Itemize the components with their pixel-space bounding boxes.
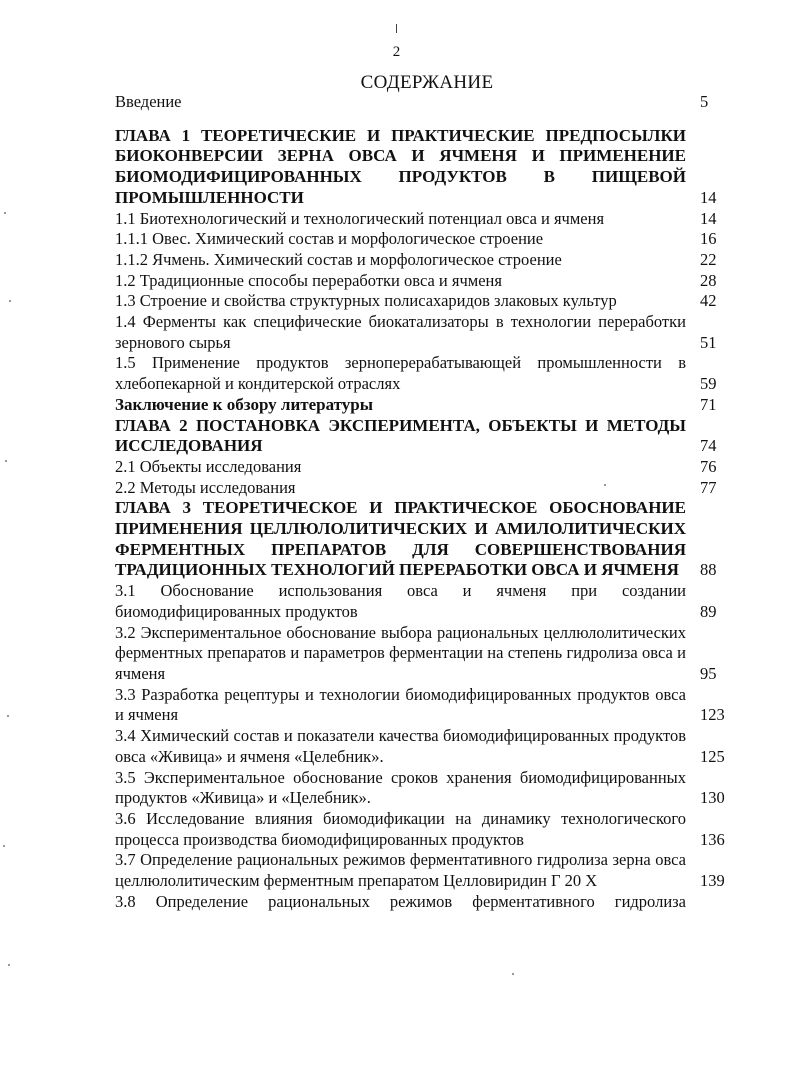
toc-entry-text: 3.4 Химический состав и показатели качества биомодифицированных продуктов овса «Живица» и ячменя «Целебник». [115, 726, 686, 766]
toc-entry-page: 14 [700, 187, 717, 207]
toc-entry-chapter-2[interactable] [115, 416, 733, 457]
scan-mark [396, 24, 397, 33]
toc-entry-text: ГЛАВА 3 ТЕОРЕТИЧЕСКОЕ И ПРАКТИЧЕСКОЕ ОБОСНОВАНИЕ ПРИМЕНЕНИЯ ЦЕЛЛЮЛОЛИТИЧЕСКИХ И АМИЛОЛИТИЧЕСКИХ ФЕРМЕНТНЫХ ПРЕПАРАТОВ ДЛЯ СОВЕРШЕНСТВОВАНИЯ ТРАДИЦИОННЫХ ТЕХНОЛОГИЙ ПЕРЕРАБОТКИ ОВСА И ЯЧМЕНЯ [115, 498, 686, 580]
toc-entry-page: 76 [700, 456, 717, 476]
toc-entry-text: 3.3 Разработка рецептуры и технологии биомодифицированных продуктов овса и ячменя [115, 684, 686, 725]
toc-entry-page: 5 [700, 92, 709, 111]
toc-entry-chapter-1[interactable] [115, 126, 733, 209]
toc-entry-text: 1.3 Строение и свойства структурных полисахаридов злаковых культур [115, 291, 617, 311]
toc-entry-3-3[interactable] [115, 685, 733, 726]
toc-entry-text: 3.6 Исследование влияния биомодификации на динамику технологического процесса производства биомодифицированных продуктов [115, 808, 686, 849]
toc-entry-2-2[interactable] [115, 478, 733, 499]
toc-entry-page: 22 [700, 249, 717, 269]
scan-speck [3, 845, 5, 847]
scan-speck [7, 715, 9, 717]
toc-entry-chapter-3[interactable] [115, 498, 733, 581]
toc-entry-page: 42 [700, 291, 717, 311]
toc-entry-page: 88 [700, 560, 717, 580]
toc-entry-text: 1.5 Применение продуктов зерноперерабатывающей промышленности в хлебопекарной и кондитерской отраслях [115, 353, 686, 394]
toc-entry-page: 130 [700, 788, 725, 808]
toc-entry-literature-conclusion[interactable] [115, 395, 733, 416]
toc-entry-text: Заключение к обзору литературы [115, 394, 374, 414]
toc-entry-text: 2.1 Объекты исследования [115, 456, 302, 476]
toc-entry-page: 59 [700, 374, 717, 394]
toc-entry-page: 71 [700, 394, 717, 414]
toc-entry-page: 16 [700, 229, 717, 249]
scan-speck [9, 300, 11, 302]
toc-entry-text: 1.1.2 Ячмень. Химический состав и морфологическое строение [115, 249, 562, 269]
toc-entry-page: 89 [700, 601, 717, 621]
toc-entry-page: 14 [700, 208, 717, 228]
toc-entry-text: 2.2 Методы исследования [115, 477, 296, 497]
toc-entry-page: 123 [700, 705, 725, 725]
toc-entry-2-1[interactable] [115, 457, 733, 478]
toc-entry-page: 77 [700, 477, 717, 497]
toc-entry-3-4[interactable] [115, 726, 733, 767]
scan-speck [5, 460, 7, 462]
page-title: СОДЕРЖАНИЕ [360, 72, 494, 93]
toc-entry-text: 3.7 Определение рациональных режимов ферментативного гидролиза зерна овса целлюлолитическим ферментным препаратом Целловиридин Г 20 Х [115, 850, 686, 891]
toc-entry-3-7[interactable] [115, 850, 733, 891]
toc-entry-page: 28 [700, 270, 717, 290]
toc-entry-page: 74 [700, 436, 717, 456]
toc-entry-text: 1.1.1 Овес. Химический состав и морфологическое строение [115, 229, 544, 249]
toc-entry-3-8[interactable] [115, 892, 733, 913]
scan-speck [4, 212, 6, 214]
toc-entry-3-6[interactable] [115, 809, 733, 850]
toc-entry-text: 1.4 Ферменты как специфические биокатализаторы в технологии переработки зернового сырья [115, 312, 686, 352]
toc-entry-3-5[interactable] [115, 768, 733, 809]
toc-entry-1-4[interactable] [115, 312, 733, 353]
toc-entry-page: 139 [700, 871, 725, 891]
toc-entry-page: 125 [700, 746, 725, 766]
toc-entry-1-1[interactable] [115, 209, 733, 230]
toc-entry-text: ГЛАВА 1 ТЕОРЕТИЧЕСКИЕ И ПРАКТИЧЕСКИЕ ПРЕДПОСЫЛКИ БИОКОНВЕРСИИ ЗЕРНА ОВСА И ЯЧМЕНЯ И ПРИМЕНЕНИЕ БИОМОДИФИЦИРОВАННЫХ ПРОДУКТОВ В ПИЩЕВОЙ ПРОМЫШЛЕННОСТИ [115, 125, 686, 207]
toc-entry-page: 51 [700, 332, 717, 352]
toc-entry-text: 3.2 Экспериментальное обоснование выбора рациональных целлюлолитических ферментных препаратов и параметров ферментации на степень гидролиза овса и ячменя [115, 622, 686, 683]
toc-entry-text: ГЛАВА 2 ПОСТАНОВКА ЭКСПЕРИМЕНТА, ОБЪЕКТЫ И МЕТОДЫ ИССЛЕДОВАНИЯ [115, 415, 686, 456]
toc-entry-text: 1.1 Биотехнологический и технологический потенциал овса и ячменя [115, 208, 605, 228]
scan-speck [8, 964, 10, 966]
page-number: 2 [392, 44, 401, 60]
scan-speck [604, 484, 606, 486]
scan-speck [512, 973, 514, 975]
toc-entry-1-1-2[interactable] [115, 250, 733, 271]
toc-entry-text: 3.5 Экспериментальное обоснование сроков хранения биомодифицированных продуктов «Живица» и «Целебник». [115, 767, 686, 808]
table-of-contents [115, 92, 733, 912]
toc-entry-page: 136 [700, 829, 725, 849]
toc-entry-page: 95 [700, 663, 717, 683]
toc-entry-1-5[interactable] [115, 353, 733, 394]
toc-entry-1-2[interactable] [115, 271, 733, 292]
toc-entry-3-2[interactable] [115, 623, 733, 685]
toc-entry-text: Введение [115, 92, 182, 111]
toc-entry-text: 3.8 Определение рациональных режимов ферментативного гидролиза [115, 891, 686, 911]
toc-entry-1-3[interactable] [115, 291, 733, 312]
toc-entry-text: 3.1 Обоснование использования овса и ячменя при создании биомодифицированных продуктов [115, 581, 686, 621]
toc-entry-3-1[interactable] [115, 581, 733, 622]
toc-entry-text: 1.2 Традиционные способы переработки овса и ячменя [115, 270, 502, 290]
toc-entry-introduction[interactable] [115, 92, 733, 113]
toc-entry-1-1-1[interactable] [115, 229, 733, 250]
